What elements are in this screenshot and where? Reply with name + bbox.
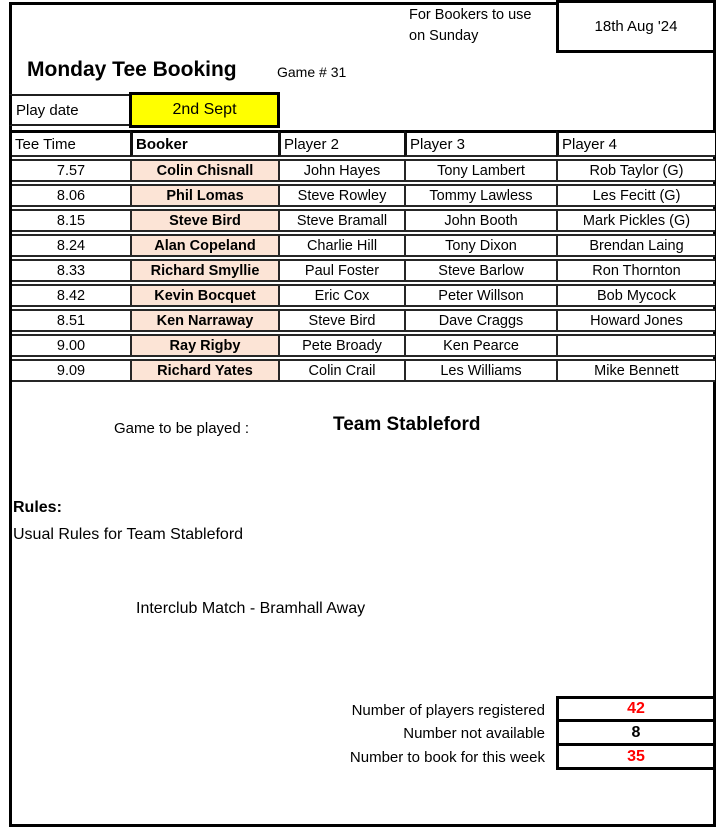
- player2-cell: John Hayes: [278, 159, 404, 182]
- booker-cell: Alan Copeland: [130, 234, 278, 257]
- to-book-value: 35: [627, 747, 645, 765]
- tee-time-cell: 8.06: [12, 184, 130, 207]
- table-row: [12, 184, 715, 207]
- not-available-value: 8: [631, 723, 641, 741]
- booker-cell: Ray Rigby: [130, 334, 278, 357]
- booker-cell: Ken Narraway: [130, 309, 278, 332]
- column-header-booker: Booker: [130, 130, 278, 157]
- player4-cell: [556, 334, 715, 357]
- column-header-tee-time: Tee Time: [12, 130, 130, 157]
- player3-cell: Ken Pearce: [404, 334, 556, 357]
- column-header-player4: Player 4: [556, 130, 715, 157]
- bookers-note-line1: For Bookers to use: [409, 7, 532, 23]
- table-row: [12, 359, 715, 382]
- player2-cell: Charlie Hill: [278, 234, 404, 257]
- player4-cell: Les Fecitt (G): [556, 184, 715, 207]
- to-book-value-box: [556, 743, 716, 770]
- player3-cell: Les Williams: [404, 359, 556, 382]
- player4-cell: Rob Taylor (G): [556, 159, 715, 182]
- play-date-label: Play date: [9, 94, 131, 126]
- to-book-label: Number to book for this week: [349, 749, 545, 766]
- player4-cell: Bob Mycock: [556, 284, 715, 307]
- rules-text: Usual Rules for Team Stableford: [13, 526, 244, 543]
- booker-cell: Colin Chisnall: [130, 159, 278, 182]
- tee-time-cell: 9.00: [12, 334, 130, 357]
- players-registered-value: 42: [627, 700, 645, 717]
- booker-cell: Richard Smyllie: [130, 259, 278, 282]
- booker-cell: Phil Lomas: [130, 184, 278, 207]
- tee-time-cell: 7.57: [12, 159, 130, 182]
- table-row: [12, 309, 715, 332]
- players-registered-label: Number of players registered: [351, 702, 545, 719]
- table-row: [12, 159, 715, 182]
- booker-cell: Kevin Bocquet: [130, 284, 278, 307]
- table-header-row: [12, 130, 715, 157]
- game-to-be-played-label: Game to be played :: [114, 420, 250, 437]
- issue-date: 18th Aug '24: [594, 18, 678, 35]
- game-number: Game # 31: [277, 64, 347, 80]
- tee-time-cell: 8.51: [12, 309, 130, 332]
- tee-booking-table: [12, 128, 715, 384]
- page-title: Monday Tee Booking: [27, 58, 237, 81]
- player2-cell: Steve Bramall: [278, 209, 404, 232]
- player4-cell: Ron Thornton: [556, 259, 715, 282]
- player2-cell: Steve Rowley: [278, 184, 404, 207]
- player4-cell: Howard Jones: [556, 309, 715, 332]
- rules-heading: Rules:: [13, 499, 62, 516]
- tee-time-cell: 8.33: [12, 259, 130, 282]
- player4-cell: Mark Pickles (G): [556, 209, 715, 232]
- table-row: [12, 259, 715, 282]
- player3-cell: Tony Lambert: [404, 159, 556, 182]
- tee-time-cell: 8.15: [12, 209, 130, 232]
- tee-time-cell: 8.42: [12, 284, 130, 307]
- player4-cell: Brendan Laing: [556, 234, 715, 257]
- player3-cell: Tony Dixon: [404, 234, 556, 257]
- play-date-value: 2nd Sept: [129, 92, 280, 128]
- player2-cell: Eric Cox: [278, 284, 404, 307]
- bookers-note: [409, 5, 559, 47]
- tee-time-cell: 9.09: [12, 359, 130, 382]
- tee-time-cell: 8.24: [12, 234, 130, 257]
- not-available-label: Number not available: [403, 725, 545, 742]
- table-row: [12, 209, 715, 232]
- player2-cell: Paul Foster: [278, 259, 404, 282]
- table-row: [12, 234, 715, 257]
- column-header-player3: Player 3: [404, 130, 556, 157]
- not-available-value-box: [556, 719, 716, 746]
- game-to-be-played-value: Team Stableford: [333, 414, 481, 435]
- column-header-player2: Player 2: [278, 130, 404, 157]
- player4-cell: Mike Bennett: [556, 359, 715, 382]
- table-row: [12, 284, 715, 307]
- player3-cell: Dave Craggs: [404, 309, 556, 332]
- bookers-note-line2: on Sunday: [409, 28, 479, 44]
- player2-cell: Colin Crail: [278, 359, 404, 382]
- player3-cell: John Booth: [404, 209, 556, 232]
- player2-cell: Steve Bird: [278, 309, 404, 332]
- booker-cell: Richard Yates: [130, 359, 278, 382]
- table-row: [12, 334, 715, 357]
- issue-date-box: [556, 0, 716, 53]
- player3-cell: Tommy Lawless: [404, 184, 556, 207]
- player2-cell: Pete Broady: [278, 334, 404, 357]
- player3-cell: Steve Barlow: [404, 259, 556, 282]
- interclub-match-note: Interclub Match - Bramhall Away: [136, 600, 366, 617]
- player3-cell: Peter Willson: [404, 284, 556, 307]
- booker-cell: Steve Bird: [130, 209, 278, 232]
